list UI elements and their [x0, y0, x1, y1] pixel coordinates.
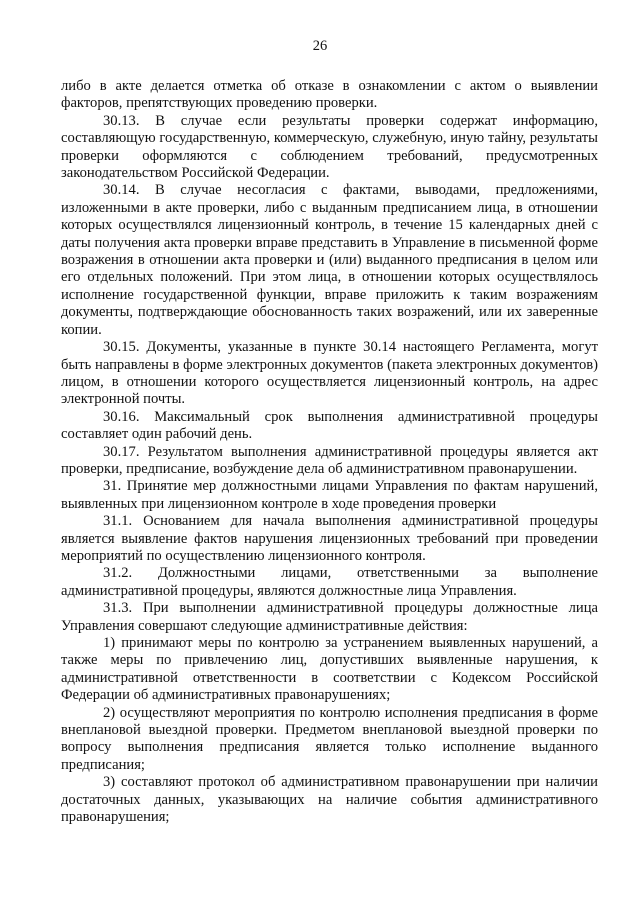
- list-item-1: 1) принимают меры по контролю за устранением выявленных нарушений, а также меры по привлечению лиц, допустивших выявленные нарушения, к административной ответственности в соответствии с Кодексом Российской Федерации об административных правонарушениях;: [61, 635, 598, 704]
- paragraph-30-15: 30.15. Документы, указанные в пункте 30.14 настоящего Регламента, могут быть направлены в форме электронных документов (пакета электронных документов) лицом, в отношении которого осуществляется лицензионный контроль, на адрес электронной почты.: [61, 339, 598, 408]
- page-number: 26: [312, 38, 328, 54]
- paragraph-30-13: 30.13. В случае если результаты проверки содержат информацию, составляющую государственную, коммерческую, служебную, иную тайну, результаты проверки оформляются с соблюдением требований, предусмотренных законодательством Российской Федерации.: [61, 112, 598, 182]
- list-item-2: 2) осуществляют мероприятия по контролю исполнения предписания в форме внеплановой выездной проверки. Предметом внеплановой выездной проверки по вопросу выполнения предписания является только исполнение выданного предписания;: [61, 704, 598, 773]
- section-heading-31: 31. Принятие мер должностными лицами Управления по фактам нарушений, выявленных при лицензионном контроле в ходе проведения проверки: [61, 478, 598, 512]
- paragraph-continuation: либо в акте делается отметка об отказе в ознакомлении с актом о выявлении факторов, препятствующих проведению проверки.: [61, 78, 598, 112]
- paragraph-31-3: 31.3. При выполнении административной процедуры должностные лица Управления совершают следующие административные действия:: [61, 600, 598, 634]
- paragraph-31-2: 31.2. Должностными лицами, ответственными за выполнение административной процедуры, являются должностные лица Управления.: [61, 565, 598, 599]
- paragraph-30-16: 30.16. Максимальный срок выполнения административной процедуры составляет один рабочий день.: [61, 408, 598, 443]
- list-item-3: 3) составляют протокол об административном правонарушении при наличии достаточных данных, указывающих на наличие события административного правонарушения;: [61, 774, 598, 826]
- paragraph-30-17: 30.17. Результатом выполнения административной процедуры является акт проверки, предписание, возбуждение дела об административном правонарушении.: [61, 443, 598, 477]
- paragraph-31-1: 31.1. Основанием для начала выполнения административной процедуры является выявление фактов нарушения лицензионных требований при проведении мероприятий по осуществлению лицензионного контроля.: [61, 513, 598, 564]
- document-body: [61, 78, 598, 826]
- paragraph-30-14: 30.14. В случае несогласия с фактами, выводами, предложениями, изложенными в акте проверки, либо с выданным предписанием лица, в отношении которых осуществлялся лицензионный контроль, в течение 15 календарных дней с даты получения акта проверки вправе представить в Управление в письменной форме возражения в отношении акта проверки и (или) выданного предписания в целом или его отдельных положений. При этом лица, в отношении которых осуществлялось исполнение государственной функции, вправе приложить к таким возражениям документы, подтверждающие обоснованность таких возражений, или их заверенные копии.: [61, 182, 598, 338]
